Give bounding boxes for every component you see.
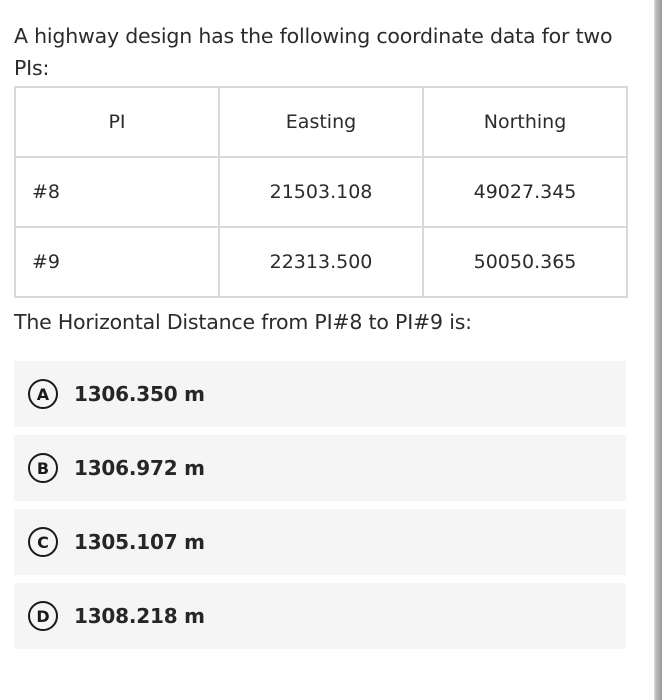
- option-letter-badge: A: [28, 379, 58, 409]
- table-cell-northing: 49027.345: [423, 157, 627, 227]
- option-text: 1305.107 m: [74, 530, 205, 554]
- answer-option-d[interactable]: [14, 583, 626, 649]
- option-letter-badge: C: [28, 527, 58, 557]
- option-text: 1308.218 m: [74, 604, 205, 628]
- table-cell-pi: #8: [15, 157, 219, 227]
- page-edge-divider: [654, 0, 662, 700]
- option-text: 1306.972 m: [74, 456, 205, 480]
- table-cell-easting: 22313.500: [219, 227, 423, 297]
- answer-option-b[interactable]: [14, 435, 626, 501]
- answer-option-c[interactable]: [14, 509, 626, 575]
- table-header-pi: PI: [15, 87, 219, 157]
- question-prompt: The Horizontal Distance from PI#8 to PI#9 is:: [14, 310, 472, 334]
- question-text: A highway design has the following coordinate data for two PIs:: [14, 24, 613, 80]
- option-text: 1306.350 m: [74, 382, 205, 406]
- option-letter-badge: D: [28, 601, 58, 631]
- table-header-northing: Northing: [423, 87, 627, 157]
- table-cell-northing: 50050.365: [423, 227, 627, 297]
- coordinate-table: [14, 86, 628, 298]
- option-letter-badge: B: [28, 453, 58, 483]
- table-cell-pi: #9: [15, 227, 219, 297]
- table-header-easting: Easting: [219, 87, 423, 157]
- table-row: [15, 157, 627, 227]
- table-header-row: [15, 87, 627, 157]
- table-row: [15, 227, 627, 297]
- answer-option-a[interactable]: [14, 361, 626, 427]
- table-cell-easting: 21503.108: [219, 157, 423, 227]
